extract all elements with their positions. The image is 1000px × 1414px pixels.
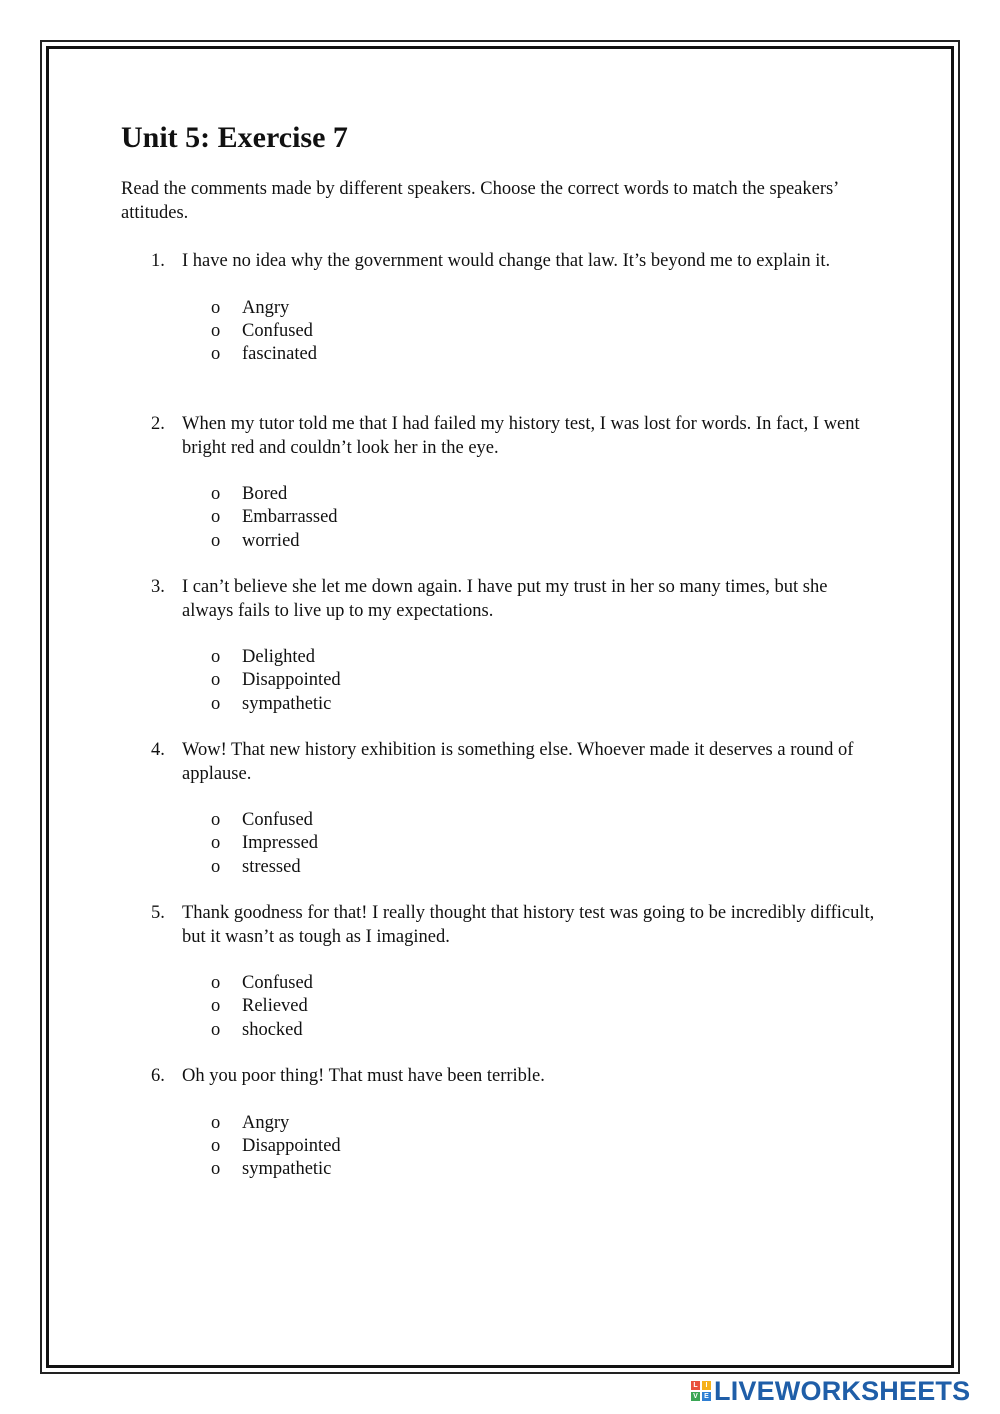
- question-row: [121, 576, 881, 623]
- question-row: [121, 250, 881, 274]
- option-label: sympathetic: [242, 1159, 332, 1180]
- option-label: Relieved: [242, 996, 308, 1017]
- question-text: Thank goodness for that! I really thought that history test was going to be incredibly difficult, but it wasn’t as tough as I imagined.: [182, 903, 875, 947]
- option-bullet-icon: o: [211, 833, 221, 854]
- question-row: [121, 902, 881, 949]
- option-label: stressed: [242, 856, 301, 877]
- question-item: [121, 1065, 881, 1181]
- answer-options: [121, 646, 881, 716]
- option-bullet-icon: o: [211, 856, 221, 877]
- option-bullet-icon: o: [211, 297, 221, 318]
- question-item: [121, 250, 881, 366]
- option-bullet-icon: o: [211, 1019, 221, 1040]
- answer-options: [121, 483, 881, 553]
- option-bullet-icon: o: [211, 1135, 221, 1156]
- option-label: Confused: [242, 810, 313, 830]
- answer-option[interactable]: [121, 297, 881, 320]
- logo-block-e: E: [702, 1392, 711, 1401]
- answer-options: [121, 1112, 881, 1182]
- option-label: sympathetic: [242, 693, 332, 714]
- question-text: When my tutor told me that I had failed my history test, I was lost for words. In fact, I went bright red and couldn’t look her in the eye.: [182, 414, 860, 458]
- answer-options: [121, 297, 881, 367]
- option-label: Confused: [242, 973, 313, 993]
- question-number: 6.: [151, 1066, 165, 1086]
- option-bullet-icon: o: [211, 507, 221, 528]
- question-number: 4.: [151, 740, 165, 760]
- logo-block-v: V: [691, 1392, 700, 1401]
- question-text: I have no idea why the government would change that law. It’s beyond me to explain it.: [182, 251, 831, 271]
- option-bullet-icon: o: [211, 1159, 221, 1180]
- option-label: Bored: [242, 484, 288, 504]
- question-number: 1.: [151, 251, 165, 271]
- question-number: 5.: [151, 903, 165, 923]
- question-item: [121, 576, 881, 716]
- option-bullet-icon: o: [211, 647, 221, 667]
- instructions: Read the comments made by different speakers. Choose the correct words to match the speakers’ attitudes.: [121, 179, 838, 223]
- question-item: [121, 413, 881, 553]
- answer-option[interactable]: [121, 506, 881, 529]
- option-label: Disappointed: [242, 1135, 341, 1156]
- answer-option[interactable]: [121, 343, 881, 366]
- option-bullet-icon: o: [211, 320, 221, 341]
- option-bullet-icon: o: [211, 344, 221, 365]
- answer-option[interactable]: [121, 693, 881, 716]
- option-label: Delighted: [242, 647, 315, 667]
- option-bullet-icon: o: [211, 996, 221, 1017]
- answer-option[interactable]: [121, 1135, 881, 1158]
- option-label: Disappointed: [242, 670, 341, 691]
- option-bullet-icon: o: [211, 670, 221, 691]
- question-text: I can’t believe she let me down again. I have put my trust in her so many times, but she always fails to live up to my expectations.: [182, 577, 828, 621]
- logo-text: LIVEWORKSHEETS: [714, 1375, 971, 1406]
- logo-block-l: L: [691, 1381, 700, 1390]
- question-text: Wow! That new history exhibition is something else. Whoever made it deserves a round of applause.: [182, 740, 854, 784]
- answer-option[interactable]: [121, 1158, 881, 1181]
- answer-option[interactable]: [121, 530, 881, 553]
- option-bullet-icon: o: [211, 1112, 221, 1133]
- answer-option[interactable]: [121, 1112, 881, 1135]
- question-row: [121, 739, 881, 786]
- option-label: Angry: [242, 1112, 290, 1133]
- option-label: worried: [242, 530, 300, 551]
- answer-option[interactable]: [121, 972, 881, 995]
- answer-option[interactable]: [121, 320, 881, 343]
- option-label: fascinated: [242, 344, 317, 365]
- option-label: Embarrassed: [242, 507, 338, 528]
- option-bullet-icon: o: [211, 693, 221, 714]
- question-number: 2.: [151, 414, 165, 434]
- answer-options: [121, 809, 881, 879]
- question-row: [121, 413, 881, 460]
- answer-option[interactable]: [121, 832, 881, 855]
- question-row: [121, 1065, 881, 1089]
- option-bullet-icon: o: [211, 810, 221, 830]
- option-bullet-icon: o: [211, 484, 221, 504]
- worksheet-title: Unit 5: Exercise 7: [121, 121, 348, 154]
- question-text: Oh you poor thing! That must have been terrible.: [182, 1066, 545, 1086]
- option-bullet-icon: o: [211, 530, 221, 551]
- option-label: Impressed: [242, 833, 319, 854]
- logo-block-i: I: [702, 1381, 711, 1390]
- answer-option[interactable]: [121, 1019, 881, 1042]
- answer-option[interactable]: [121, 856, 881, 879]
- logo-blocks-icon: [691, 1381, 711, 1401]
- answer-option[interactable]: [121, 995, 881, 1018]
- answer-options: [121, 972, 881, 1042]
- answer-option[interactable]: [121, 669, 881, 692]
- option-label: Angry: [242, 297, 290, 318]
- question-item: [121, 739, 881, 879]
- option-bullet-icon: o: [211, 973, 221, 993]
- question-number: 3.: [151, 577, 165, 597]
- option-label: shocked: [242, 1019, 303, 1040]
- answer-option[interactable]: [121, 809, 881, 832]
- question-item: [121, 902, 881, 1042]
- answer-option[interactable]: [121, 483, 881, 506]
- liveworksheets-logo: [691, 1374, 970, 1408]
- option-label: Confused: [242, 320, 313, 341]
- answer-option[interactable]: [121, 646, 881, 669]
